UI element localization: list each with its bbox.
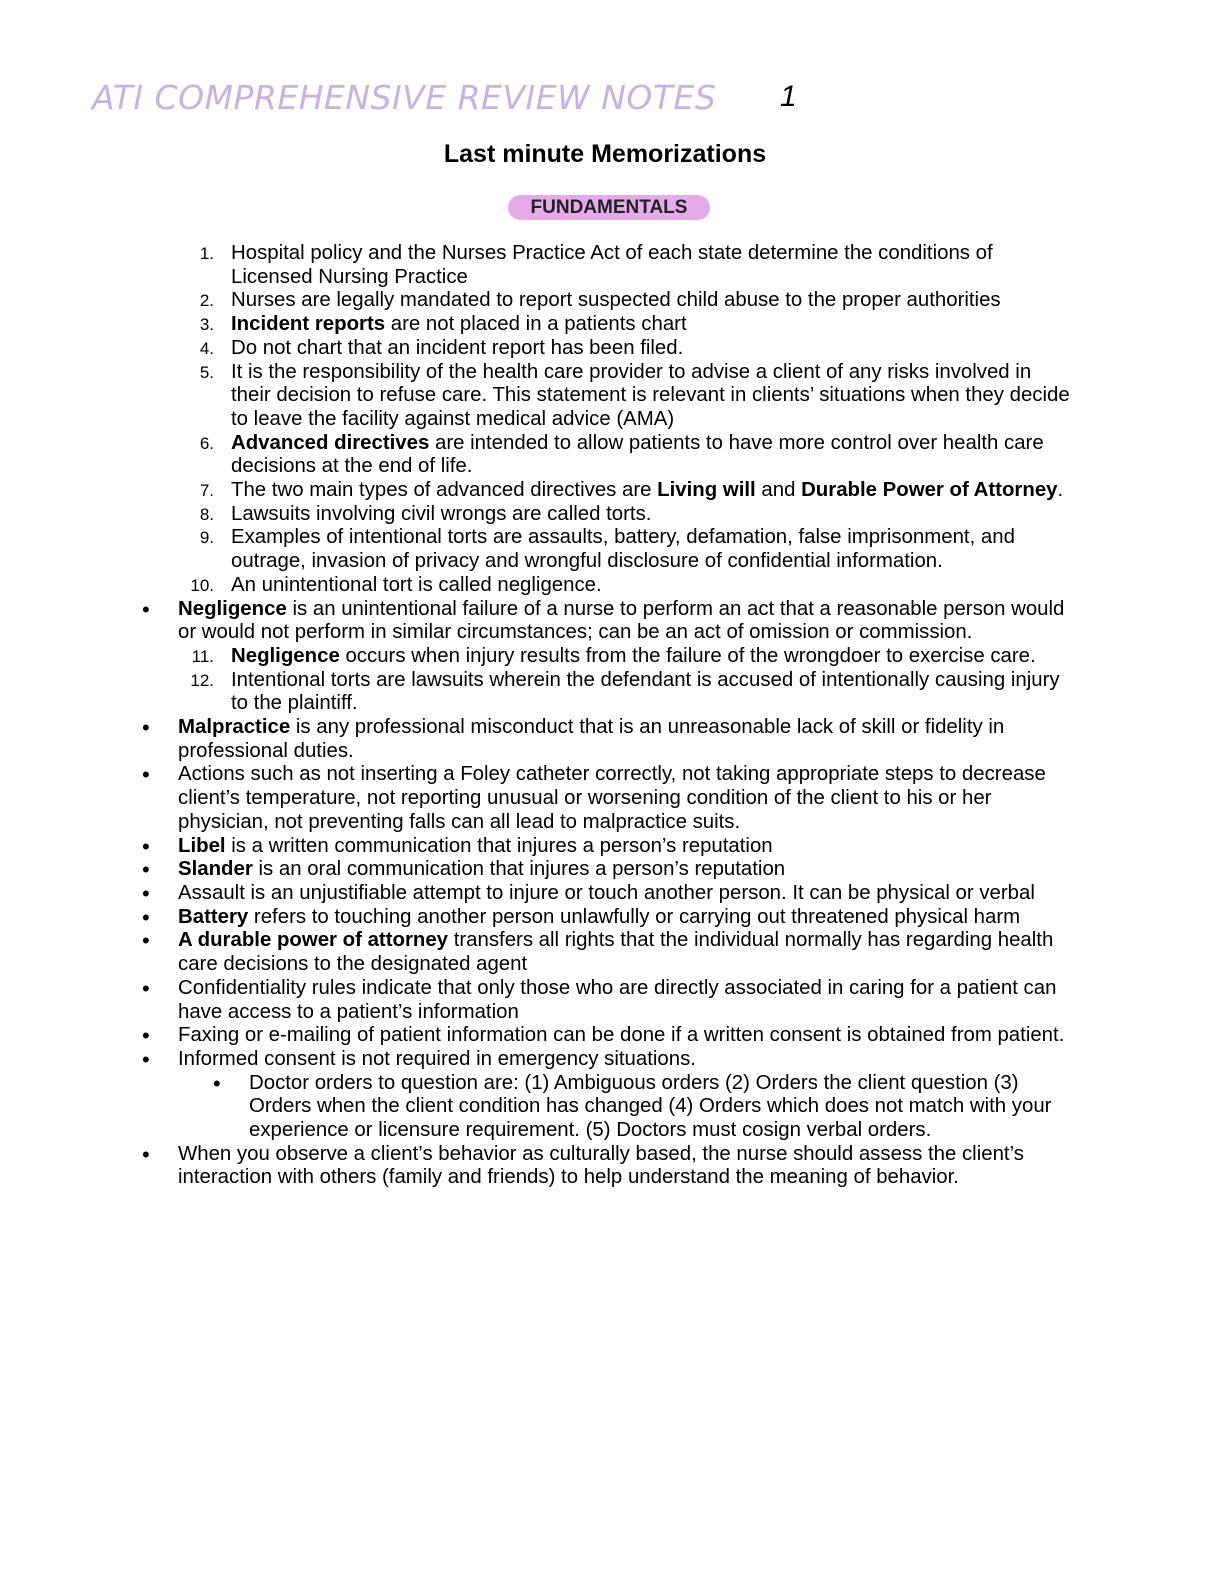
numbered-item: [0, 432, 1224, 479]
item-text: [231, 289, 1074, 313]
text-run: Nurses are legally mandated to report suspected child abuse to the proper authorities: [231, 289, 1001, 312]
bold-term: A durable power of attorney: [178, 929, 449, 952]
item-text: [178, 598, 1074, 645]
text-run: Intentional torts are lawsuits wherein the defendant is accused of intentionally causing injury to the plaintiff.: [231, 668, 1060, 715]
text-run: Doctor orders to question are: (1) Ambiguous orders (2) Orders the client question (3) Orders when the client condition has changed (4) Orders which does not match with your experience or licensure requirement. (5) Doctors must cosign verbal orders.: [249, 1071, 1052, 1142]
item-number: 12.: [190, 670, 214, 690]
document-title: Last minute Memorizations: [443, 140, 767, 168]
item-text: [231, 526, 1074, 573]
numbered-item: [0, 574, 1224, 598]
bold-term: Advanced directives: [231, 431, 430, 454]
item-text: [231, 242, 1074, 289]
bullet-marker: •: [142, 904, 150, 930]
item-text: [231, 313, 1074, 337]
item-number: 9.: [199, 528, 214, 548]
item-text: [178, 716, 1074, 763]
bullet-item: [0, 906, 1224, 930]
text-run: is any professional misconduct that is an unreasonable lack of skill or fidelity in professional duties.: [178, 716, 1005, 762]
page-header: [92, 78, 852, 126]
item-text: [231, 432, 1074, 479]
item-number: 4.: [199, 338, 214, 358]
text-run: Assault is an unjustifiable attempt to injure or touch another person. It can be physical or verbal: [178, 881, 1035, 904]
item-text: [178, 763, 1074, 834]
item-text: [178, 1024, 1074, 1048]
bullet-marker: •: [142, 762, 150, 788]
item-text: [178, 858, 1074, 882]
bullet-marker: •: [142, 1141, 150, 1167]
bold-term: Malpractice: [178, 716, 291, 739]
text-run: is a written communication that injures a person’s reputation: [225, 834, 773, 857]
text-run: Actions such as not inserting a Foley catheter correctly, not taking appropriate steps to decrease client’s temperature, not reporting unusual or worsening condition of the client to his or her physician, not preventing falls can all lead to malpractice suits.: [178, 763, 1046, 833]
bullet-item: [0, 716, 1224, 763]
sub-bullet-item: [0, 1072, 1224, 1143]
item-text: [231, 669, 1074, 716]
bullet-marker: •: [142, 928, 150, 954]
bullet-marker: •: [142, 1023, 150, 1049]
numbered-item: [0, 526, 1224, 573]
text-run: are not placed in a patients chart: [385, 313, 687, 336]
item-text: [231, 645, 1074, 669]
numbered-item: [0, 337, 1224, 361]
item-number: 5.: [199, 362, 214, 382]
bullet-item: [0, 598, 1224, 645]
text-run: and: [755, 479, 802, 502]
item-number: 6.: [199, 433, 214, 453]
bold-term: Living will: [657, 479, 756, 502]
bullet-marker: •: [142, 880, 150, 906]
item-text: [231, 479, 1074, 503]
bullet-item: [0, 882, 1224, 906]
bullet-marker: •: [142, 596, 150, 622]
bullet-item: [0, 977, 1224, 1024]
numbered-item: [0, 313, 1224, 337]
bullet-item: [0, 763, 1224, 834]
item-number: 10.: [190, 575, 214, 595]
text-run: is an unintentional failure of a nurse to perform an act that a reasonable person would or would not perform in similar circumstances; can be an act of omission or commission.: [178, 597, 1065, 644]
text-run: is an oral communication that injures a person’s reputation: [252, 858, 786, 881]
numbered-item: [0, 645, 1224, 669]
bullet-item: [0, 929, 1224, 976]
numbered-item: [0, 669, 1224, 716]
text-run: When you observe a client’s behavior as culturally based, the nurse should assess the client’s interaction with others (family and friends) to help understand the meaning of behavior.: [178, 1142, 1024, 1189]
text-run: .: [1057, 479, 1064, 502]
numbered-item: [0, 503, 1224, 527]
item-text: [178, 906, 1074, 930]
bold-term: Durable Power of Attorney: [801, 479, 1058, 502]
text-run: An unintentional tort is called negligence.: [231, 573, 602, 596]
item-number: 3.: [199, 315, 214, 335]
text-run: Hospital policy and the Nurses Practice Act of each state determine the conditions of Licensed Nursing Practice: [231, 242, 993, 288]
bullet-marker: •: [142, 715, 150, 741]
text-run: Do not chart that an incident report has been filed.: [231, 336, 684, 359]
text-run: refers to touching another person unlawfully or carrying out threatened physical harm: [248, 905, 1021, 928]
notes-list: [0, 242, 1224, 1190]
item-number: 8.: [199, 504, 214, 524]
text-run: transfers all rights that the individual normally has regarding health care decisions to the designated agent: [178, 929, 1054, 976]
text-run: occurs when injury results from the failure of the wrongdoer to exercise care.: [339, 644, 1036, 667]
item-text: [231, 337, 1074, 361]
section-heading-badge: FUNDAMENTALS: [508, 195, 710, 220]
numbered-item: [0, 361, 1224, 432]
header-title: ATI COMPREHENSIVE REVIEW NOTES: [92, 78, 717, 117]
item-number: 7.: [199, 481, 214, 501]
item-text: [231, 503, 1074, 527]
text-run: It is the responsibility of the health care provider to advise a client of any risks involved in their decision to refuse care. This statement is relevant in clients’ situations when they decide to leave the facility against medical advice (AMA): [231, 360, 1070, 430]
bold-term: Incident reports: [231, 313, 386, 336]
item-number: 1.: [199, 244, 214, 263]
numbered-item: [0, 242, 1224, 289]
bullet-item: [0, 1143, 1224, 1190]
item-text: [178, 1143, 1074, 1190]
item-text: [178, 1048, 1074, 1072]
bold-term: Negligence: [231, 644, 340, 667]
bold-term: Battery: [178, 905, 249, 928]
bullet-item: [0, 858, 1224, 882]
bold-term: Libel: [178, 834, 226, 857]
item-number: 11.: [191, 646, 214, 666]
bold-term: Slander: [178, 858, 253, 881]
text-run: are intended to allow patients to have more control over health care decisions at the end of life.: [231, 431, 1044, 478]
text-run: Lawsuits involving civil wrongs are called torts.: [231, 502, 652, 525]
item-text: [178, 835, 1074, 859]
text-run: Examples of intentional torts are assaults, battery, defamation, false imprisonment, and outrage, invasion of privacy and wrongful disclosure of confidential information.: [231, 526, 1015, 573]
item-text: [249, 1072, 1054, 1143]
text-run: Confidentiality rules indicate that only those who are directly associated in caring for a patient can have access to a patient’s information: [178, 976, 1057, 1023]
bullet-item: [0, 835, 1224, 859]
numbered-item: [0, 289, 1224, 313]
bold-term: Negligence: [178, 597, 287, 620]
bullet-marker: •: [142, 833, 150, 859]
text-run: The two main types of advanced directives are: [231, 479, 658, 502]
bullet-marker: •: [142, 975, 150, 1001]
item-text: [231, 361, 1074, 432]
page-number: 1: [780, 80, 797, 113]
item-text: [178, 882, 1074, 906]
bullet-item: [0, 1024, 1224, 1048]
text-run: Informed consent is not required in emergency situations.: [178, 1047, 696, 1070]
bullet-marker: •: [213, 1070, 221, 1096]
numbered-item: [0, 479, 1224, 503]
item-text: [178, 977, 1074, 1024]
item-number: 2.: [199, 291, 214, 311]
item-text: [231, 574, 1074, 598]
text-run: Faxing or e-mailing of patient information can be done if a written consent is obtained from patient.: [178, 1024, 1065, 1047]
bullet-item: [0, 1048, 1224, 1072]
item-text: [178, 929, 1074, 976]
bullet-marker: •: [142, 857, 150, 883]
bullet-marker: •: [142, 1046, 150, 1072]
